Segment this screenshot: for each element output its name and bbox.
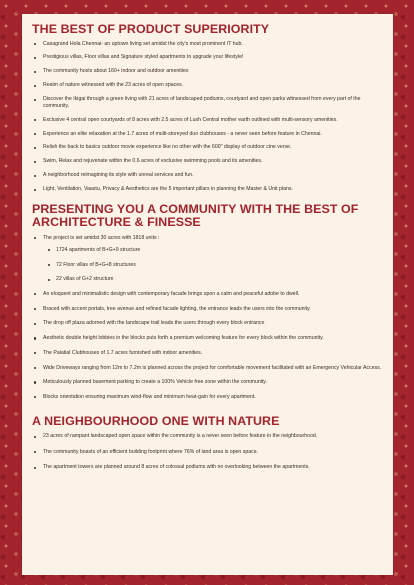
list-item: 72 Floor villas of B+G+8 structures (46, 262, 383, 268)
list-item: 23 acres of rampant landscaped open space within the community is a never seen before feature in the neighbourhood. (32, 433, 383, 439)
list-item: An eloquent and minimalistic design with contemporary facade brings upon a calm and peaceful adobe to dwell. (32, 291, 383, 297)
list-item: The community boasts of an efficient building footprint where 76% of land area is open space. (32, 449, 383, 455)
community-architecture-list-continued (32, 291, 383, 400)
community-architecture-list (32, 235, 383, 241)
unit-breakdown-list (32, 247, 383, 282)
list-item: Discover the Ikigai through a green living with 21 acres of landscaped podiums, courtyard and open parks witnessed from every part of the community. (32, 96, 383, 108)
list-item: The Palatial Clubhouses of 1.7 acres furnished with indoor amenities. (32, 350, 383, 356)
content-panel (22, 14, 393, 575)
section-title-line: PRESENTING YOU A COMMUNITY WITH THE BEST OF (32, 201, 359, 216)
list-item: 22 villas of G+2 structure (46, 276, 383, 282)
list-item: The drop off plaza adorned with the landscape trail leads the users through every block entrance (32, 320, 383, 326)
neighbourhood-nature-list (32, 433, 383, 470)
section-title-product-superiority: THE BEST OF PRODUCT SUPERIORITY (32, 22, 270, 36)
list-item: Casagrand Hola Chennai- an uptown living set amidst the city's most prominent IT hub. (32, 41, 383, 47)
list-item: Relish the back to basics outdoor movie experience like no other with the 600" display of outdoor cine verse. (32, 144, 383, 150)
list-item: Wide Driveways ranging from 12m to 7.2m is planned across the project for comfortable movement facilitated with an Emergency Vehicular Access. (32, 365, 383, 371)
section-title-neighbourhood-nature: A NEIGHBOURHOOD ONE WITH NATURE (32, 413, 280, 428)
list-item: Prestigious villas, Floor villas and Signature styled apartments to upgrade your lifestyle! (32, 54, 383, 60)
list-item: Meticulously planned basement parking to create a 100% Vehicle free zone within the community. (32, 379, 383, 385)
list-item: Realm of nature witnessed with the 23 acres of open spaces. (32, 82, 383, 88)
list-item: The community hosts about 160+ indoor and outdoor amenities (32, 68, 383, 74)
list-item: Experience an elite relaxation at the 1.7 acres of multi-storeyed duo clubhouses - a never seen before feature in Chennai. (32, 131, 383, 137)
list-item: Light, Ventilation, Vaastu, Privacy & Aesthetics are the 5 important pillars in planning the Master & Unit plans. (32, 186, 383, 192)
list-item: Swim, Relax and rejuvenate within the 0.6 acres of exclusive swimming pools and its amenities. (32, 158, 383, 164)
list-item: The project is set amidst 30 acres with 1818 units : (32, 235, 383, 241)
list-item: A neighborhood reimagining its style with unreal services and fun. (32, 172, 383, 178)
list-item: Blocks orientation ensuring maximum wind-flow and minimum heat-gain for every apartment. (32, 394, 383, 400)
list-item: Aesthetic double height lobbies in the blocks puts forth a premium welcoming feature for every block within the community. (32, 335, 383, 341)
list-item: Exclusive 4 central open courtyards of 8 acres with 2.5 acres of Lush Central mother earth outlined with multi-sensory amenities. (32, 117, 383, 123)
list-item: 1724 apartments of B+G+9 structure (46, 247, 383, 253)
section-title-line: ARCHITECTURE & FINESSE (32, 215, 201, 230)
list-item: The apartment towers are planned around 8 acres of colossal podiums with no overlooking between the apartments. (32, 464, 383, 470)
list-item: Braced with accent portals, tree avenue and refined facade lighting, the entrance leads the users into the community. (32, 306, 383, 312)
product-superiority-list (32, 41, 383, 193)
section-title-community-architecture (32, 203, 383, 230)
